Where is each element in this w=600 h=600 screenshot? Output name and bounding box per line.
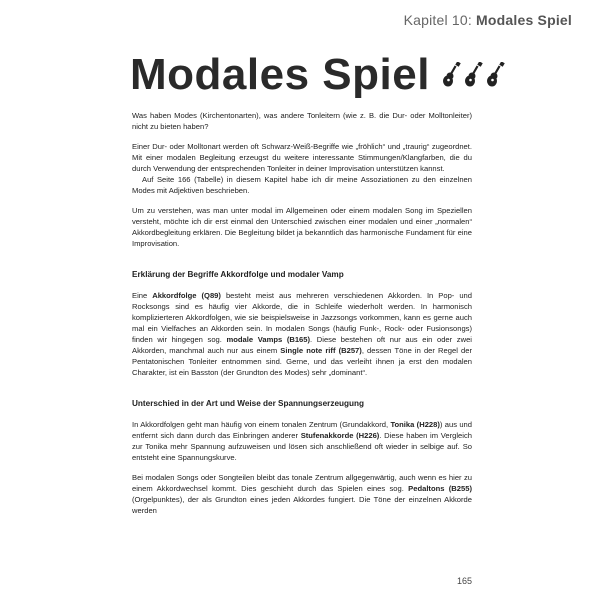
- section-heading-akkordfolge: Erklärung der Begriffe Akkordfolge und modaler Vamp: [132, 270, 344, 279]
- term-akkordfolge: Akkordfolge (Q89): [152, 291, 221, 300]
- page-number: 165: [456, 576, 472, 586]
- term-stufenakkorde: Stufenakkorde (H226): [300, 431, 380, 440]
- paragraph-intro: Was haben Modes (Kirchentonarten), was andere Tonleitern (wie z. B. die Dur- oder Molltonleiter) nicht zu bieten haben?: [132, 111, 472, 131]
- paragraph-spannung: In Akkordfolgen geht man häufig von einem tonalen Zentrum (Grundakkord, Tonika (H228)) aus und entfernt sich dann durch das Einbringen anderer Stufenakkorde (H226). Diese haben im Vergleich zur Tonika mehr Spannung aufzuweisen und lösen sich anschließend oft wieder in selbige auf. So entsteht eine Spannungskurve.: [132, 420, 472, 462]
- term-modale-vamps: modale Vamps (B165): [226, 335, 311, 344]
- term-pedaltons: Pedaltons (B255): [408, 484, 472, 493]
- guitar-icon: [486, 62, 506, 88]
- running-header: [404, 12, 572, 28]
- paragraph-modal-verstehen: Um zu verstehen, was man unter modal im Allgemeinen oder einem modalen Song im Speziellen versteht, möchte ich dir erst einmal den Unterschied zwischen einer modalen und einer „normalen“ Akkordbegleitung erklären. Die Begleitung bildet ja bekanntlich das harmonische Fundament für eine Improvisation.: [132, 206, 472, 248]
- chapter-label: Kapitel 10:: [403, 12, 472, 28]
- difficulty-icons: [442, 62, 506, 88]
- chapter-title: Modales Spiel: [476, 12, 572, 28]
- paragraph-seitenverweis: Auf Seite 166 (Tabelle) in diesem Kapitel habe ich dir meine Assoziationen zu den einzelnen Modes mit Adjektiven beschrieben.: [132, 175, 472, 195]
- guitar-icon: [442, 62, 462, 88]
- body-text: [132, 110, 472, 525]
- term-tonika: Tonika (H228): [390, 420, 440, 429]
- paragraph-modale-songs: Bei modalen Songs oder Songteilen bleibt das tonale Zentrum allgegenwärtig, auch wenn es hier zu einem Akkordwechsel kommt. Dies geschieht durch das Spielen eines sog. Pedaltons (B255) (Orgelpunktes), der als Grundton eines jeden Akkordes fungiert. Die Töne der einzelnen Akkorde werden: [132, 473, 472, 515]
- paragraph-akkordfolge: Eine Akkordfolge (Q89) besteht meist aus mehreren verschiedenen Akkorden. In Pop- und Rocksongs sind es häufig vier Akkorde, die in Schleife wiederholt werden. In harmonisch komplizierteren Akkordfolgen, wie sie beispielsweise in Jazzsongs vorkommen, kann es gerne auch mal ein Vielfaches an Akkorden sein. In modalen Songs (häufig Funk-, Rock- oder Fusionsongs) finden wir hingegen sog. modale Vamps (B165). Diese bestehen oft nur aus ein oder zwei Akkorden, manchmal auch nur aus einem Single note riff (B257), dessen Töne in der Regel der Pentatonischen Tonleiter entnommen sind. Gerne, und das verleiht ihnen ja erst den modalen Charakter, ist ein Basston (der Grundton des Modes) sehr „dominant“.: [132, 291, 472, 377]
- guitar-icon: [464, 62, 484, 88]
- title-row: [130, 50, 506, 100]
- paragraph-stimmungen: Einer Dur- oder Molltonart werden oft Schwarz-Weiß-Begriffe wie „fröhlich“ und „traurig“ zugeordnet. Mit einer modalen Begleitung erzeugst du weitere interessante Stimmungen/Klangfarben, die du durch Verwendung der entsprechenden Tonleiter in deiner Improvisation unterstützen kannst.: [132, 142, 472, 173]
- page-title: Modales Spiel: [130, 50, 430, 99]
- term-single-note-riff: Single note riff (B257): [280, 346, 362, 355]
- section-heading-spannung: Unterschied in der Art und Weise der Spannungserzeugung: [132, 399, 365, 408]
